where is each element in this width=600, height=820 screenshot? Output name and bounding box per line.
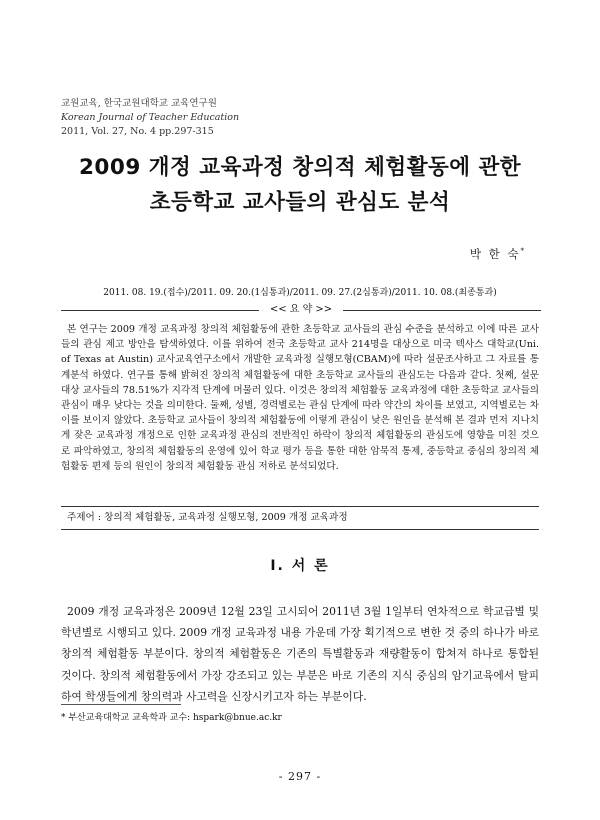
footnote-divider <box>61 704 181 705</box>
keywords-text: 창의적 체험활동, 교육과정 실행모형, 2009 개정 교육과정 <box>104 512 348 523</box>
abstract-heading <box>61 303 541 317</box>
abstract-heading-label: << 요 약 >> <box>269 304 333 315</box>
page-number: - 297 - <box>278 770 322 783</box>
keywords-box <box>61 506 539 530</box>
abstract-rule-right <box>343 310 541 311</box>
abstract-text: 본 연구는 2009 개정 교육과정 창의적 체험활동에 관한 초등학교 교사들의 관심 수준을 분석하고 이에 따른 교사들의 관심 제고 방안을 탐색하였다. 이를 위하여 전국 초등학교 교사 214명을 대상으로 미국 텍사스 대학교(Uni. of Texas at Austin) 교사교육연구소에서 개발한 교육과정 실행모형(CBAM)에 따라 설문조사하고 그 자료를 통계분석 하였다. 연구를 통해 밝혀진 창의적 체험활동에 대한 초등학교 교사들의 관심도는 다음과 같다. 첫째, 설문 대상 교사들의 78.51%가 지각적 단계에 머물러 있다. 이것은 창의적 체험활동 교육과정에 대한 초등학교 교사들의 관심이 매우 낮다는 것을 의미한다. 둘째, 성별, 경력별로는 관심 단계에 따라 약간의 차이를 보였고, 지역별로는 차이를 보이지 않았다. 초등학교 교사들이 창의적 체험활동에 이렇게 관심이 낮은 원인을 분석해 본 결과 먼저 지나치게 잦은 교육과정 개정으로 인한 교육과정 관심의 전반적인 하락이 창의적 체험활동의 관심도에 영향을 미친 것으로 파악하였고, 창의적 체험활동의 운영에 있어 학교 평가 등을 통한 대한 암묵적 통제, 중등학교 중심의 창의적 체험활동 편제 등의 원인이 창의적 체험활동 관심 저하로 분석되었다. <box>61 324 539 472</box>
journal-name-english: Korean Journal of Teacher Education <box>61 112 240 123</box>
author-name: 박 한 숙 <box>469 247 521 261</box>
keywords-label: 주제어 : <box>67 512 102 523</box>
title-line-2: 초등학교 교사들의 관심도 분석 <box>149 190 451 215</box>
journal-name-korean: 교원교육, 한국교원대학교 교육연구원 <box>61 98 217 109</box>
author-footnote: * 부산교육대학교 교육학과 교수: hspark@bnue.ac.kr <box>61 713 282 723</box>
journal-volume: 2011, Vol. 27, No. 4 pp.297-315 <box>61 126 214 137</box>
body-paragraph: 2009 개정 교육과정은 2009년 12월 23일 고시되어 2011년 3월 1일부터 연차적으로 학교급별 및 학년별로 시행되고 있다. 2009 개정 교육과정 내용 가운데 가장 획기적으로 변한 것 중의 하나가 바로 창의적 체험활동 부분이다. 창의적 체험활동은 기존의 특별활동과 재량활동이 합쳐져 하나로 통합된 것이다. 창의적 체험활동에서 가장 강조되고 있는 부분은 바로 기존의 지식 중심의 암기교육에서 탈피하여 학생들에게 창의력과 사고력을 신장시키고자 하는 부분이다. <box>61 605 539 703</box>
paper-title <box>0 150 600 220</box>
journal-info <box>61 97 239 139</box>
review-dates: 2011. 08. 19.(접수)/2011. 09. 20.(1심통과)/2011. 09. 27.(2심통과)/2011. 10. 08.(최종통과) <box>103 288 497 298</box>
title-line-1: 2009 개정 교육과정 창의적 체험활동에 관한 <box>78 155 522 180</box>
author-footnote-mark: * <box>520 247 524 256</box>
section-heading-introduction: I. 서 론 <box>270 558 330 574</box>
author <box>470 246 524 262</box>
